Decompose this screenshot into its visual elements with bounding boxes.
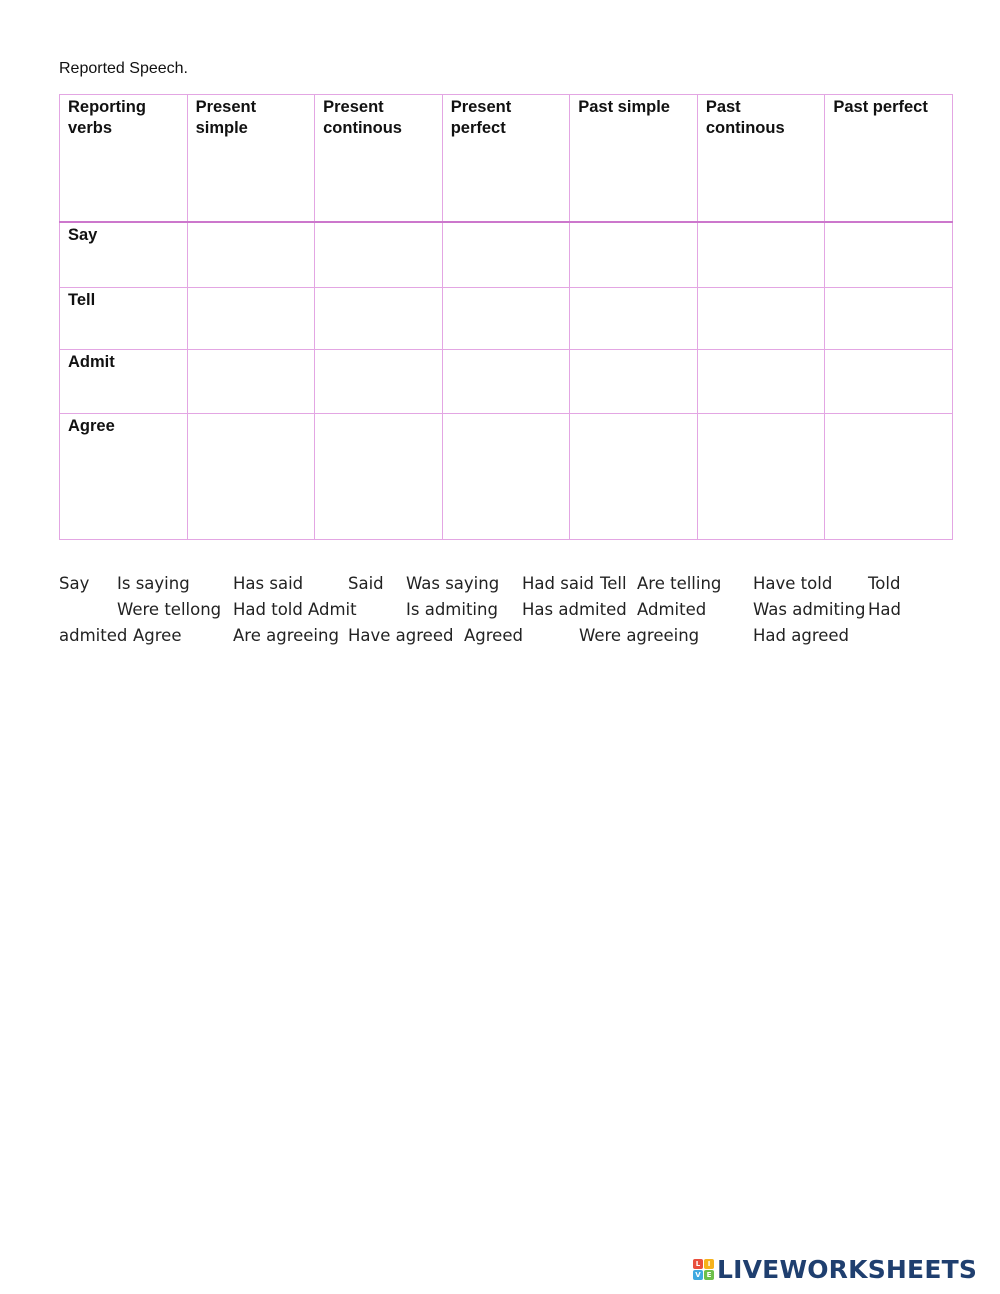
word-chip[interactable]: Was admiting xyxy=(753,600,866,619)
answer-cell[interactable] xyxy=(697,222,825,288)
table-header-row xyxy=(60,95,953,223)
header-past-simple: Past simple xyxy=(570,95,698,223)
table-row xyxy=(60,350,953,414)
answer-cell[interactable] xyxy=(697,350,825,414)
header-past-perfect: Past perfect xyxy=(825,95,953,223)
answer-cell[interactable] xyxy=(442,222,570,288)
answer-cell[interactable] xyxy=(570,350,698,414)
liveworksheets-logo xyxy=(693,1254,977,1284)
word-chip[interactable]: Told xyxy=(868,574,901,593)
word-chip[interactable]: Said xyxy=(348,574,384,593)
answer-cell[interactable] xyxy=(315,288,443,350)
word-chip[interactable]: Had agreed xyxy=(753,626,850,645)
answer-cell[interactable] xyxy=(187,414,315,540)
word-chip[interactable]: Had told xyxy=(233,600,303,619)
word-chip[interactable]: Is admiting xyxy=(406,600,498,619)
document-title: Reported Speech. xyxy=(59,60,188,77)
answer-cell[interactable] xyxy=(442,414,570,540)
word-chip[interactable]: Was saying xyxy=(406,574,500,593)
answer-cell[interactable] xyxy=(825,414,953,540)
word-chip[interactable]: Tell xyxy=(600,574,627,593)
header-present-simple: Present simple xyxy=(187,95,315,223)
word-chip[interactable]: Has admited xyxy=(522,600,627,619)
table-row xyxy=(60,288,953,350)
header-present-perfect: Present perfect xyxy=(442,95,570,223)
word-chip[interactable]: Agreed xyxy=(464,626,523,645)
liveworksheets-mark-icon: L I V E xyxy=(693,1259,714,1280)
answer-cell[interactable] xyxy=(570,288,698,350)
word-chip[interactable]: Admit xyxy=(308,600,357,619)
answer-cell[interactable] xyxy=(697,288,825,350)
answer-cell[interactable] xyxy=(187,288,315,350)
answer-cell[interactable] xyxy=(315,350,443,414)
word-chip[interactable]: admited xyxy=(59,626,128,645)
answer-cell[interactable] xyxy=(187,222,315,288)
row-label-admit: Admit xyxy=(60,350,188,414)
word-chip[interactable]: Are telling xyxy=(637,574,722,593)
word-chip[interactable]: Is saying xyxy=(117,574,190,593)
answer-cell[interactable] xyxy=(315,222,443,288)
word-chip[interactable]: Were tellong xyxy=(117,600,222,619)
word-chip[interactable]: Have agreed xyxy=(348,626,454,645)
brand-name: LIVEWORKSHEETS xyxy=(717,1254,978,1284)
word-chip[interactable]: Had said xyxy=(522,574,595,593)
header-present-continous: Present continous xyxy=(315,95,443,223)
answer-cell[interactable] xyxy=(442,350,570,414)
answer-cell[interactable] xyxy=(187,350,315,414)
word-chip[interactable]: Admited xyxy=(637,600,707,619)
answer-cell[interactable] xyxy=(570,414,698,540)
header-reporting-verbs: Reporting verbs xyxy=(60,95,188,223)
word-chip[interactable]: Has said xyxy=(233,574,304,593)
reported-speech-table xyxy=(59,94,953,540)
word-chip[interactable]: Had xyxy=(868,600,901,619)
word-chip[interactable]: Were agreeing xyxy=(579,626,700,645)
row-label-say: Say xyxy=(60,222,188,288)
table-row xyxy=(60,414,953,540)
row-label-tell: Tell xyxy=(60,288,188,350)
answer-cell[interactable] xyxy=(570,222,698,288)
row-label-agree: Agree xyxy=(60,414,188,540)
answer-cell[interactable] xyxy=(442,288,570,350)
answer-cell[interactable] xyxy=(825,350,953,414)
answer-cell[interactable] xyxy=(315,414,443,540)
word-chip[interactable]: Agree xyxy=(133,626,182,645)
table-row xyxy=(60,222,953,288)
word-chip[interactable]: Are agreeing xyxy=(233,626,339,645)
word-chip[interactable]: Have told xyxy=(753,574,833,593)
header-past-continous: Past continous xyxy=(697,95,825,223)
answer-cell[interactable] xyxy=(825,288,953,350)
word-chip[interactable]: Say xyxy=(59,574,90,593)
answer-cell[interactable] xyxy=(825,222,953,288)
answer-cell[interactable] xyxy=(697,414,825,540)
